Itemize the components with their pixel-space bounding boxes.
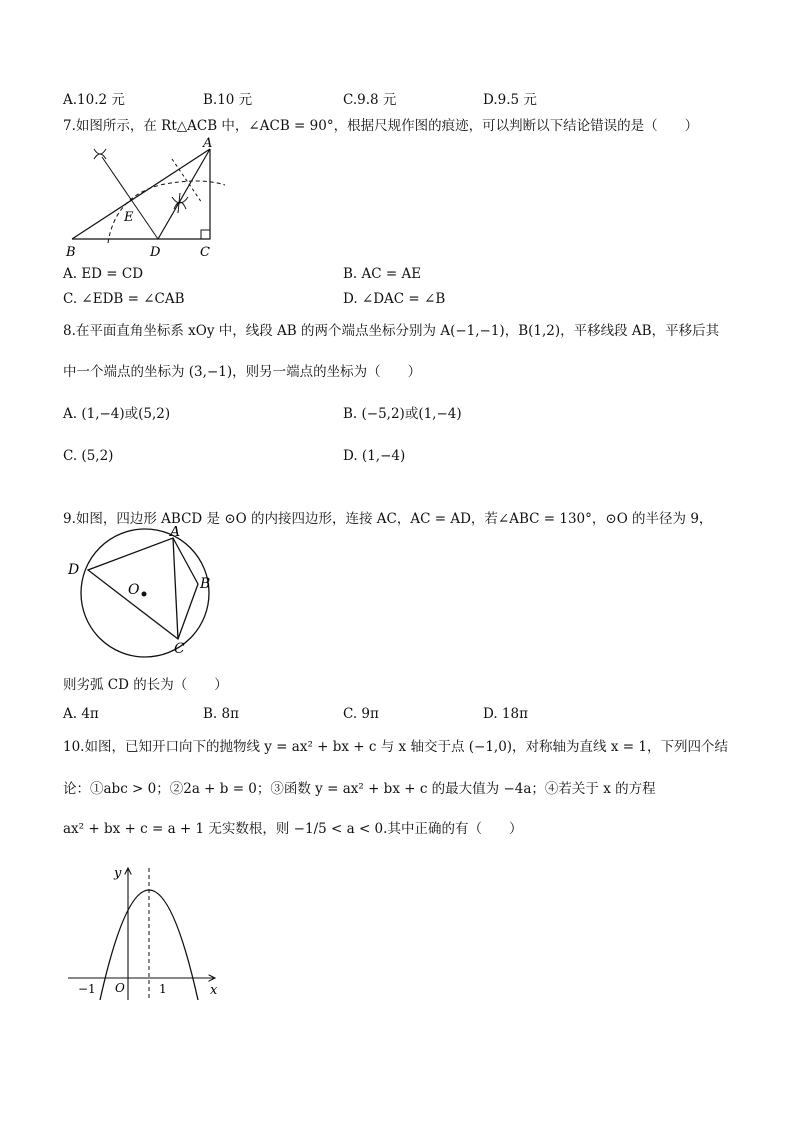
q9-label-o: O (128, 582, 140, 598)
q9-option-c: C. 9π (343, 706, 379, 722)
q10-label-x: x (210, 983, 218, 998)
q9-option-a: A. 4π (63, 706, 99, 722)
q6-option-b: B.10 元 (203, 92, 253, 108)
q9-stem-after: 则劣弧 CD 的长为（ ） (63, 677, 228, 693)
q6-option-d: D.9.5 元 (483, 92, 537, 108)
q10-label-neg1: −1 (78, 982, 96, 996)
q9-stem: 9.如图，四边形 ABCD 是 ⊙O 的内接四边形，连接 AC，AC = AD，若∠ABC = 130°，⊙O 的半径为 9， (63, 511, 713, 527)
q7-label-c: C (200, 245, 210, 260)
q9-label-b: B (200, 576, 211, 592)
q7-option-a: A. ED = CD (63, 266, 144, 282)
q10-label-y: y (114, 866, 122, 881)
q10-stem-line3: ax² + bx + c = a + 1 无实数根，则 −1/5 < a < 0.其中正确的有（ ） (63, 821, 523, 837)
q7-option-b: B. AC = AE (343, 266, 422, 282)
q8-stem-line2: 中一个端点的坐标为 (3,−1)，则另一端点的坐标为（ ） (63, 364, 422, 380)
q7-option-c: C. ∠EDB = ∠CAB (63, 291, 185, 307)
q7-option-d: D. ∠DAC = ∠B (343, 291, 446, 307)
q7-label-a: A (203, 137, 213, 151)
q10-label-o: O (115, 981, 125, 995)
q8-stem-line1: 8.在平面直角坐标系 xOy 中，线段 AB 的两个端点坐标分别为 A(−1,−1)，B(1,2)，平移线段 AB，平移后其 (63, 323, 720, 339)
q7-stem: 7.如图所示，在 Rt△ACB 中，∠ACB = 90°，根据尺规作图的痕迹，可以判断以下结论错误的是（ ） (63, 118, 699, 134)
q9-figure (60, 526, 220, 658)
q10-label-one: 1 (159, 982, 167, 996)
q9-label-c: C (174, 641, 185, 657)
q8-option-c: C. (5,2) (63, 448, 114, 464)
q8-option-a: A. (1,−4)或(5,2) (63, 406, 171, 422)
q10-figure (60, 860, 225, 1005)
q9-label-a: A (170, 526, 181, 540)
q10-stem-line2: 论：①abc > 0；②2a + b = 0；③函数 y = ax² + bx + c 的最大值为 −4a；④若关于 x 的方程 (63, 781, 656, 797)
q9-option-d: D. 18π (483, 706, 528, 722)
q7-label-d: D (150, 245, 161, 260)
q6-option-a: A.10.2 元 (63, 92, 125, 108)
q9-label-d: D (68, 562, 80, 578)
q7-label-e: E (124, 210, 134, 225)
q9-option-b: B. 8π (203, 706, 239, 722)
q6-option-c: C.9.8 元 (343, 92, 397, 108)
q8-option-d: D. (1,−4) (343, 448, 406, 464)
q7-label-b: B (66, 245, 76, 260)
q7-figure (60, 137, 230, 262)
q8-option-b: B. (−5,2)或(1,−4) (343, 406, 462, 422)
q10-stem-line1: 10.如图，已知开口向下的抛物线 y = ax² + bx + c 与 x 轴交于点 (−1,0)，对称轴为直线 x = 1，下列四个结 (63, 739, 728, 755)
